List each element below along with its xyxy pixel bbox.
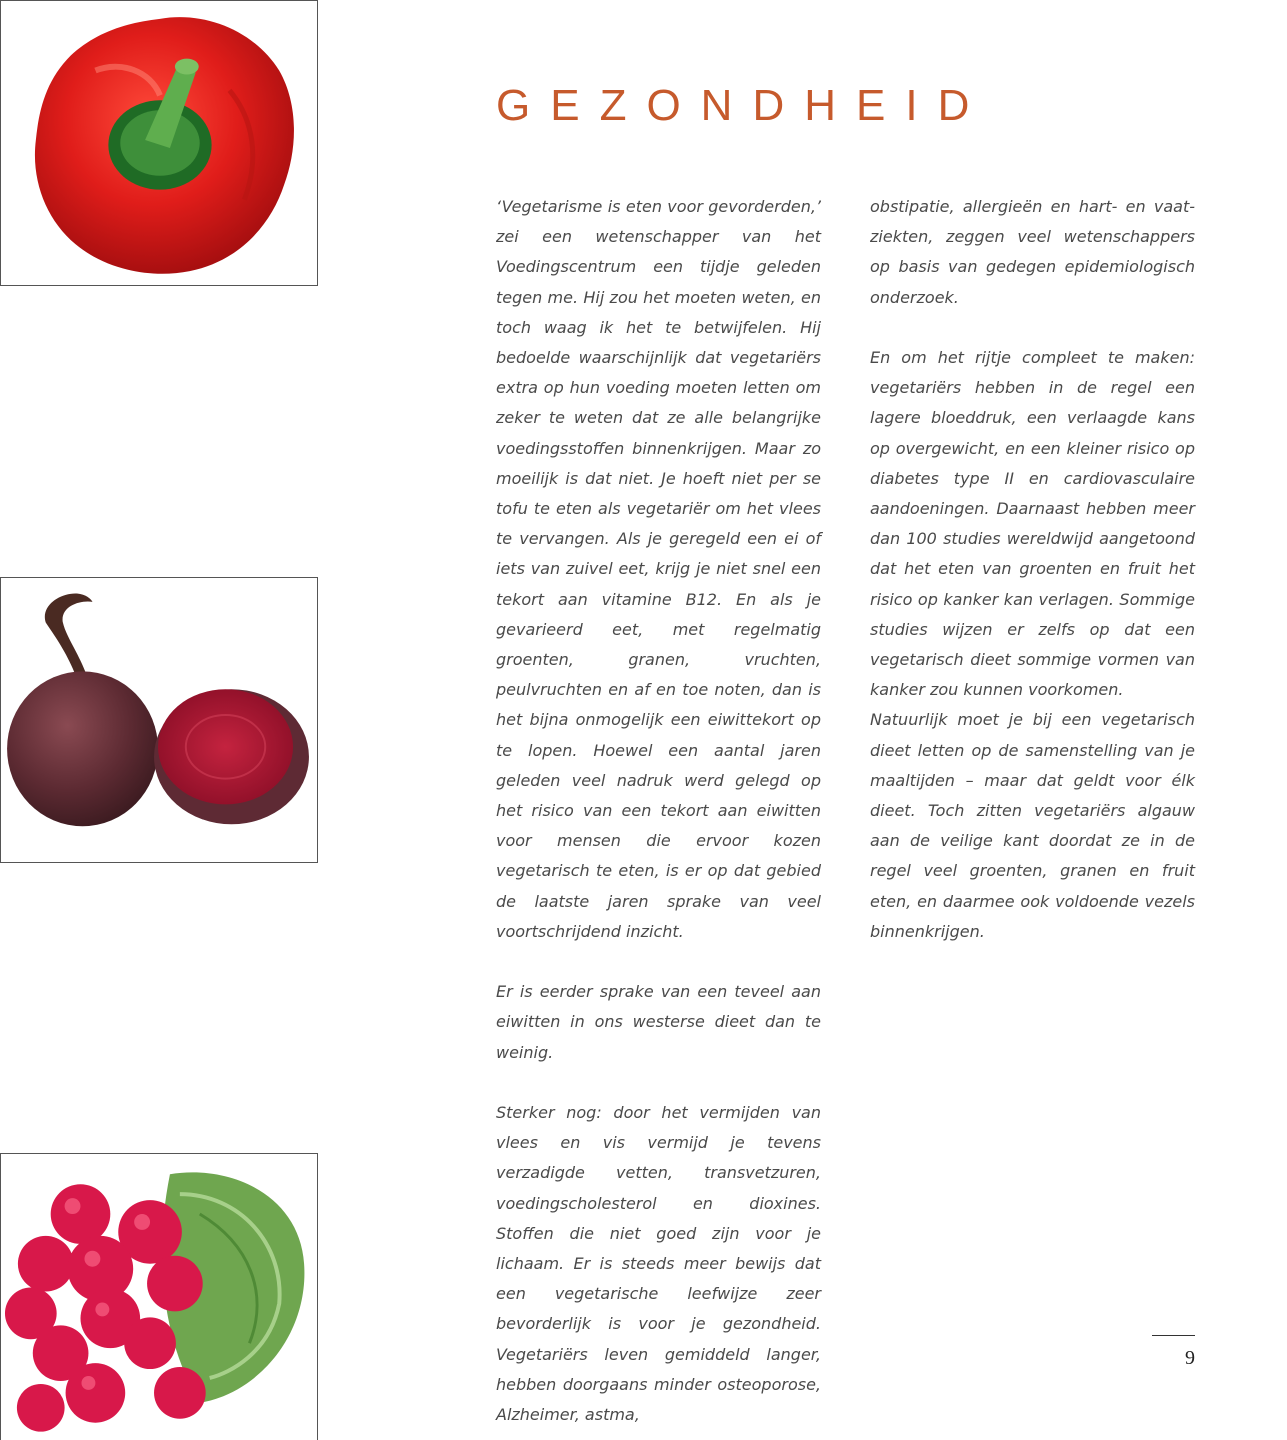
paragraph: Er is eerder sprake van een teveel aan eiwitten in ons westerse dieet dan te weinig. <box>496 982 821 1062</box>
text-column-left <box>496 192 821 1430</box>
paragraph: Sterker nog: door het vermijden van vlees en vis vermijd je tevens verzadigde vetten, transvetzuren, voedingscholesterol en dioxines. Stoffen die niet goed zijn voor je lichaam. Er is steeds meer bewijs dat een vegetarische leefwijze zeer bevorderlijk is voor je gezondheid. Vegetariërs leven gemiddeld langer, hebben doorgaans minder osteoporose, Alzheimer, astma, <box>496 1103 821 1425</box>
page-number-rule <box>1152 1335 1195 1336</box>
paragraph: ‘Vegetarisme is eten voor gevorderden,’ zei een wetenschapper van het Voedingscentrum een tijdje geleden tegen me. Hij zou het moeten weten, en toch waag ik het te betwijfelen. Hij bedoelde waarschijnlijk dat vegetariërs extra op hun voeding moeten letten om zeker te weten dat ze alle belangrijke voedingsstoffen binnenkrijgen. Maar zo moeilijk is dat niet. Je hoeft niet per se tofu te eten als vegetariër om het vlees te vervangen. Als je geregeld een ei of iets van zuivel eet, krijg je niet snel een tekort aan vitamine B12. En als je gevarieerd eet, met regelmatig groenten, granen, vruchten, peulvruchten en af en toe noten, dan is het bijna onmogelijk een eiwittekort op te lopen. Hoewel een aantal jaren geleden veel nadruk werd gelegd op het risico van een tekort aan eiwitten voor mensen die ervoor kozen vegetarisch te eten, is er op dat gebied de laatste jaren sprake van veel voortschrijdend inzicht. <box>496 197 821 941</box>
beetroot-image <box>1 578 317 862</box>
pepper-photo <box>0 0 318 286</box>
red-bell-pepper-image <box>1 1 317 285</box>
paragraph: En om het rijtje compleet te maken: vegetariërs hebben in de regel een lagere bloeddruk, een verlaagde kans op overgewicht, en een kleiner risico op diabetes type II en cardiovasculaire aandoeningen. Daarnaast hebben meer dan 100 studies wereldwijd aangetoond dat het eten van groenten en fruit het risico op kanker kan verlagen. Sommige studies wijzen er zelfs op dat een vegetarisch dieet sommige vormen van kanker zou kunnen voorkomen. <box>870 348 1195 700</box>
page-title: GEZONDHEID <box>496 81 990 130</box>
paragraph: Natuurlijk moet je bij een vegetarisch dieet letten op de samenstelling van je maaltijden – maar dat geldt voor élk dieet. Toch zitten vegetariërs algauw aan de veilige kant doordat ze in de regel veel groenten, granen en fruit eten, en daarmee ook voldoende vezels binnenkrijgen. <box>870 710 1195 941</box>
radish-photo <box>0 1153 318 1440</box>
paragraph: obstipatie, allergieën en hart- en vaatziekten, zeggen veel wetenschappers op basis van gedegen epidemiologisch onderzoek. <box>870 197 1195 307</box>
page-number: 9 <box>1185 1347 1195 1369</box>
text-column-right <box>870 192 1195 947</box>
beetroot-photo <box>0 577 318 863</box>
radish-bunch-image <box>1 1154 317 1440</box>
